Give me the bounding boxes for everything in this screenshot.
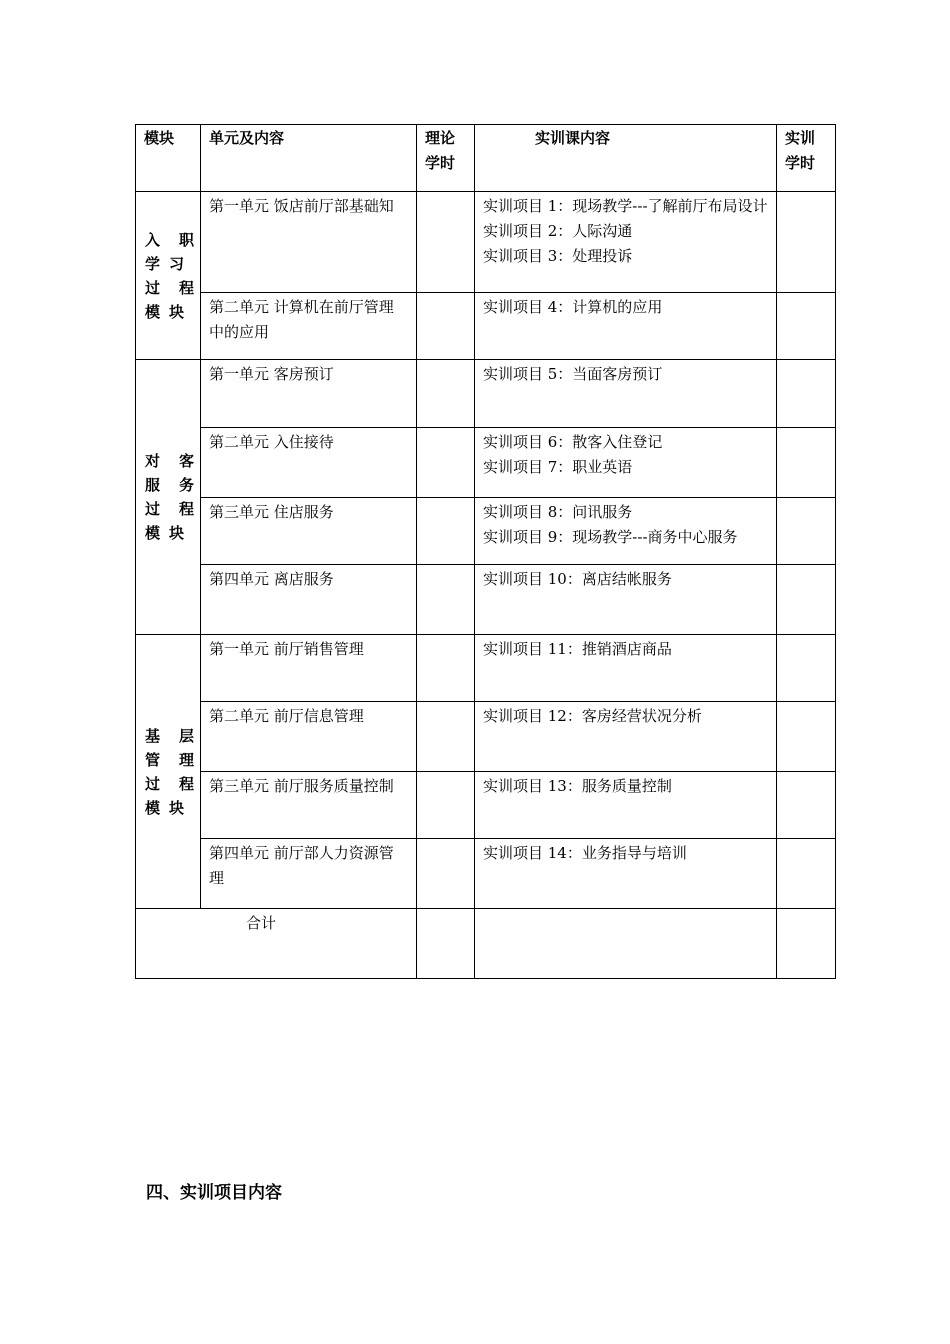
table-row xyxy=(136,772,836,839)
unit-cell: 第三单元 前厅服务质量控制 xyxy=(201,772,417,839)
unit-cell: 第一单元 前厅销售管理 xyxy=(201,635,417,702)
table-header-row xyxy=(136,125,836,192)
practice-hours-cell xyxy=(777,702,836,772)
theory-hours-cell xyxy=(417,565,475,635)
theory-hours-cell xyxy=(417,635,475,702)
curriculum-table xyxy=(135,124,836,979)
header-theory-hours: 理论 学时 xyxy=(417,125,475,192)
theory-hours-cell xyxy=(417,498,475,565)
practice-items-cell: 实训项目 10：离店结帐服务 xyxy=(475,565,777,635)
total-label: 合计 xyxy=(136,909,417,979)
unit-cell: 第二单元 前厅信息管理 xyxy=(201,702,417,772)
theory-hours-cell xyxy=(417,428,475,498)
unit-cell: 第一单元 饭店前厅部基础知 xyxy=(201,192,417,293)
header-unit: 单元及内容 xyxy=(201,125,417,192)
practice-hours-cell xyxy=(777,839,836,909)
practice-hours-cell xyxy=(777,565,836,635)
theory-hours-cell xyxy=(417,293,475,360)
total-theory-hours xyxy=(417,909,475,979)
table-row xyxy=(136,498,836,565)
practice-hours-cell xyxy=(777,293,836,360)
unit-cell: 第二单元 入住接待 xyxy=(201,428,417,498)
practice-hours-cell xyxy=(777,772,836,839)
practice-items-cell: 实训项目 5：当面客房预订 xyxy=(475,360,777,428)
module-cell: 对 客 服 务 过 程 模 块 xyxy=(136,360,201,635)
unit-cell: 第二单元 计算机在前厅管理中的应用 xyxy=(201,293,417,360)
unit-cell: 第四单元 离店服务 xyxy=(201,565,417,635)
table-row xyxy=(136,428,836,498)
table-row xyxy=(136,839,836,909)
practice-hours-cell xyxy=(777,428,836,498)
practice-items-cell: 实训项目 12：客房经营状况分析 xyxy=(475,702,777,772)
module-cell: 入 职 学 习 过 程 模 块 xyxy=(136,192,201,360)
theory-hours-cell xyxy=(417,839,475,909)
theory-hours-cell xyxy=(417,192,475,293)
practice-items-cell: 实训项目 4：计算机的应用 xyxy=(475,293,777,360)
total-row xyxy=(136,909,836,979)
practice-items-cell: 实训项目 14：业务指导与培训 xyxy=(475,839,777,909)
table-row xyxy=(136,565,836,635)
header-module: 模块 xyxy=(136,125,201,192)
practice-items-cell: 实训项目 13：服务质量控制 xyxy=(475,772,777,839)
practice-items-cell: 实训项目 6：散客入住登记 实训项目 7：职业英语 xyxy=(475,428,777,498)
header-practice-hours: 实训 学时 xyxy=(777,125,836,192)
practice-hours-cell xyxy=(777,360,836,428)
theory-hours-cell xyxy=(417,360,475,428)
table-row xyxy=(136,702,836,772)
practice-items-cell: 实训项目 11：推销酒店商品 xyxy=(475,635,777,702)
theory-hours-cell xyxy=(417,702,475,772)
practice-items-cell: 实训项目 1：现场教学---了解前厅布局设计 实训项目 2：人际沟通 实训项目 3：处理投诉 xyxy=(475,192,777,293)
theory-hours-cell xyxy=(417,772,475,839)
table-row xyxy=(136,360,836,428)
table-row xyxy=(136,293,836,360)
section-heading: 四、实训项目内容 xyxy=(146,1183,282,1203)
total-practice-content xyxy=(475,909,777,979)
unit-cell: 第三单元 住店服务 xyxy=(201,498,417,565)
unit-cell: 第一单元 客房预订 xyxy=(201,360,417,428)
table-row xyxy=(136,192,836,293)
module-cell: 基 层 管 理 过 程 模 块 xyxy=(136,635,201,909)
total-practice-hours xyxy=(777,909,836,979)
table-row xyxy=(136,635,836,702)
header-practice-content: 实训课内容 xyxy=(475,125,777,192)
practice-hours-cell xyxy=(777,635,836,702)
practice-hours-cell xyxy=(777,192,836,293)
practice-items-cell: 实训项目 8：问讯服务 实训项目 9：现场教学---商务中心服务 xyxy=(475,498,777,565)
unit-cell: 第四单元 前厅部人力资源管理 xyxy=(201,839,417,909)
practice-hours-cell xyxy=(777,498,836,565)
